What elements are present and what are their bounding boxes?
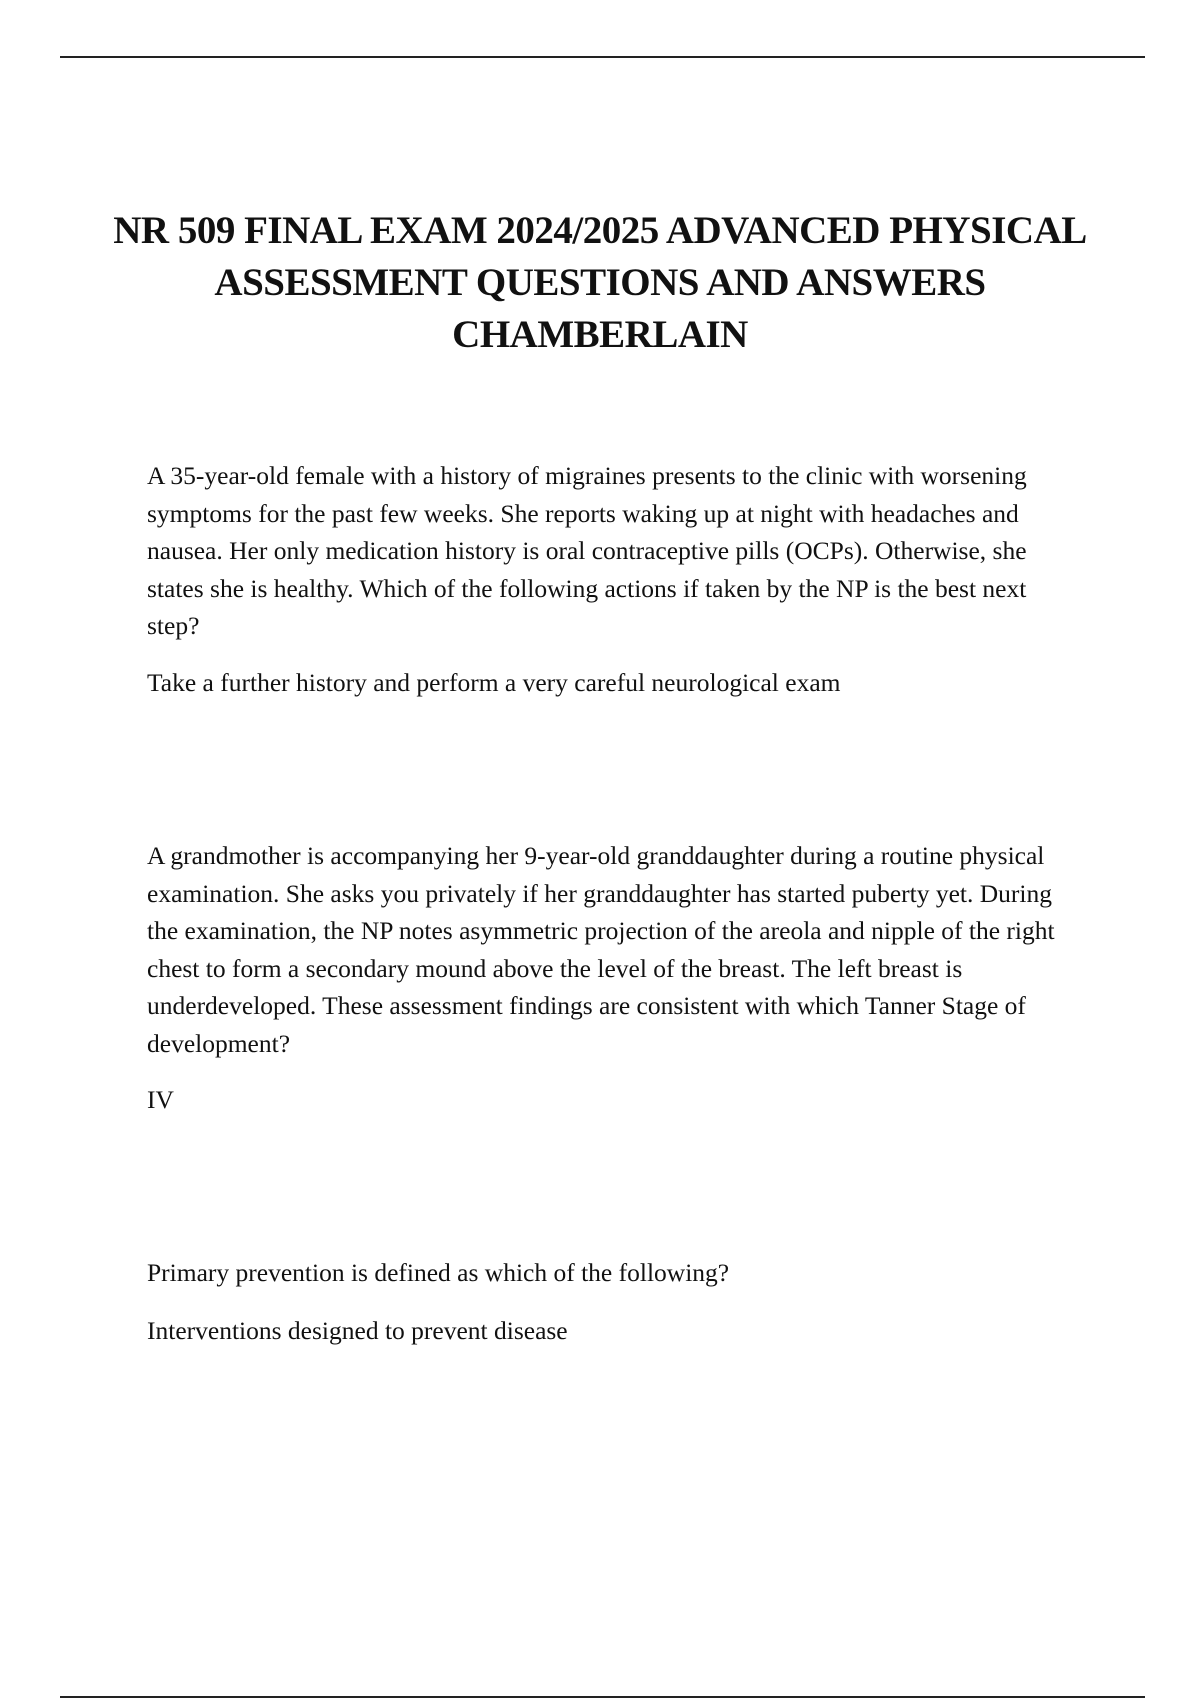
answer-3: Interventions designed to prevent disease [147, 1316, 568, 1345]
answer-2: IV [147, 1085, 174, 1114]
question-2: A grandmother is accompanying her 9-year-old granddaughter during a routine physical examination. She asks you privately if her granddaughter has started puberty yet. During the examination, the NP notes asymmetric projection of the areola and nipple of the right chest to form a secondary mound above the level of the breast. The left breast is underdeveloped. These assessment findings are consistent with which Tanner Stage of development? [147, 841, 1055, 1058]
question-3: Primary prevention is defined as which of the following? [147, 1258, 730, 1287]
question-1: A 35-year-old female with a history of migraines presents to the clinic with worsening symptoms for the past few weeks. She reports waking up at night with headaches and nausea. Her only medication history is oral contraceptive pills (OCPs). Otherwise, she states she is healthy. Which of the following actions if taken by the NP is the best next step? [147, 461, 1027, 640]
answer-1: Take a further history and perform a very careful neurological exam [147, 668, 841, 697]
document-title: NR 509 FINAL EXAM 2024/2025 ADVANCED PHYSICAL ASSESSMENT QUESTIONS AND ANSWERS CHAMBERLAIN [113, 209, 1087, 356]
bottom-rule [60, 1696, 1145, 1698]
top-rule [60, 56, 1145, 58]
